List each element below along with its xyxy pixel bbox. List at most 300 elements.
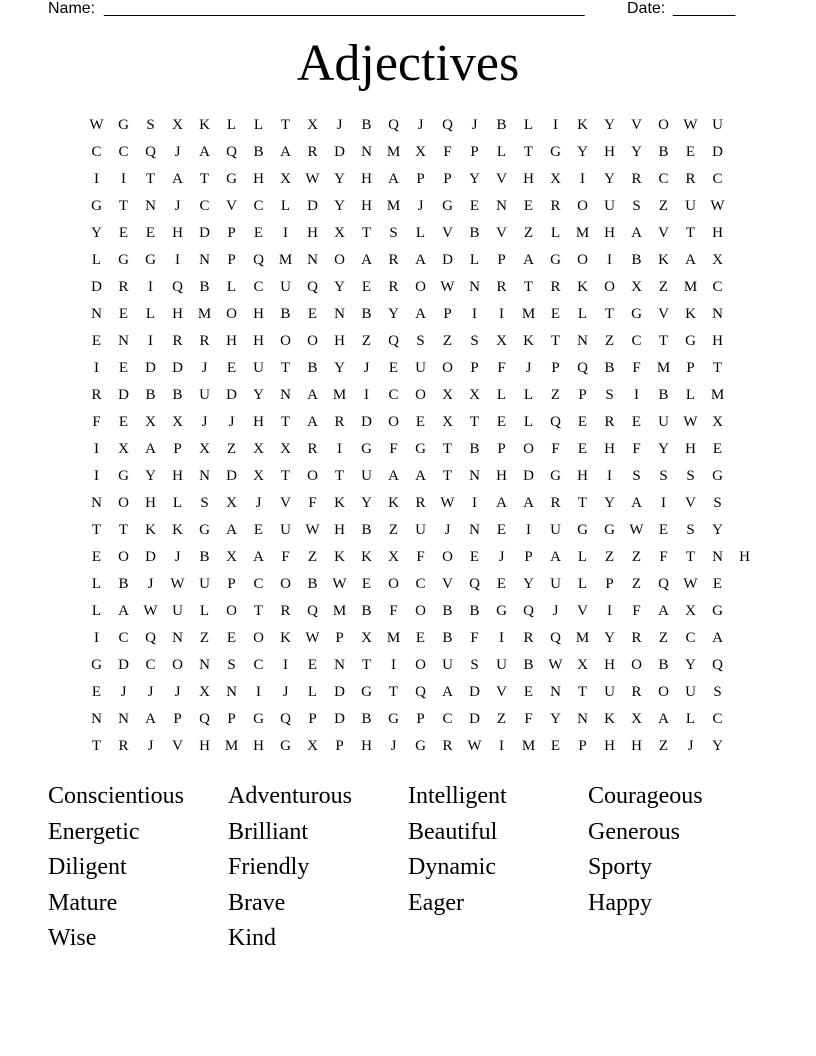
grid-letter: I [472, 306, 477, 322]
grid-letter: L [496, 144, 507, 160]
grid-letter: G [550, 252, 561, 268]
grid-letter: O [658, 117, 669, 133]
grid-row [83, 436, 733, 463]
grid-letter: W [305, 171, 320, 187]
grid-letter: O [415, 279, 426, 295]
grid-letter: E [469, 549, 480, 565]
grid-letter: X [334, 225, 345, 241]
grid-letter: A [145, 711, 156, 727]
grid-letter: W [440, 279, 455, 295]
grid-letter: Q [307, 603, 318, 619]
grid-letter: E [226, 360, 237, 376]
grid-letter: Q [307, 279, 318, 295]
grid-letter: N [361, 144, 372, 160]
grid-letter: Q [577, 360, 588, 376]
grid-letter: X [118, 441, 129, 457]
grid-letter: R [631, 630, 642, 646]
grid-letter: T [280, 414, 291, 430]
grid-letter: C [685, 630, 696, 646]
grid-letter: X [442, 387, 453, 403]
grid-letter: U [415, 522, 426, 538]
grid-row [83, 193, 733, 220]
grid-letter: X [280, 441, 291, 457]
grid-letter: N [712, 549, 723, 565]
grid-letter: J [174, 198, 181, 214]
grid-letter: I [499, 306, 504, 322]
grid-letter: Z [550, 387, 561, 403]
grid-letter: G [631, 306, 642, 322]
grid-letter: W [467, 738, 482, 754]
grid-letter: F [389, 441, 398, 457]
word-bank-item: Brilliant [228, 818, 308, 845]
grid-letter: N [199, 468, 210, 484]
grid-letter: P [551, 360, 560, 376]
grid-letter: Q [658, 576, 669, 592]
grid-letter: K [523, 333, 534, 349]
grid-letter: H [361, 738, 372, 754]
grid-letter: P [497, 252, 506, 268]
grid-letter: P [308, 711, 317, 727]
grid-letter: D [442, 252, 453, 268]
grid-letter: J [174, 549, 181, 565]
grid-letter: V [496, 171, 507, 187]
grid-letter: K [172, 522, 183, 538]
grid-letter: C [118, 144, 129, 160]
grid-letter: O [280, 333, 291, 349]
grid-letter: L [523, 387, 534, 403]
grid-row [83, 652, 733, 679]
grid-row [83, 382, 733, 409]
grid-letter: A [307, 387, 318, 403]
grid-letter: O [226, 603, 237, 619]
word-bank-item: Kind [228, 925, 276, 951]
grid-letter: U [658, 414, 669, 430]
grid-letter: G [685, 333, 696, 349]
grid-letter: F [92, 414, 101, 430]
word-bank-item: Sporty [588, 854, 653, 880]
grid-letter: C [415, 576, 426, 592]
grid-letter: F [497, 360, 506, 376]
grid-letter: S [389, 225, 398, 241]
word-bank-item: Generous [588, 818, 680, 845]
grid-letter: S [686, 468, 695, 484]
grid-letter: R [496, 279, 507, 295]
grid-letter: N [91, 711, 102, 727]
grid-letter: P [578, 387, 587, 403]
grid-letter: P [227, 225, 236, 241]
grid-letter: B [145, 387, 156, 403]
grid-letter: Y [550, 711, 561, 727]
grid-letter: E [712, 441, 723, 457]
grid-letter: G [199, 522, 210, 538]
grid-letter: Z [307, 549, 318, 565]
grid-letter: E [388, 360, 399, 376]
grid-letter: Y [712, 522, 723, 538]
grid-letter: J [336, 117, 343, 133]
grid-letter: O [577, 198, 588, 214]
grid-letter: H [172, 306, 183, 322]
grid-letter: K [145, 522, 156, 538]
word-bank-item: Eager [408, 889, 464, 916]
grid-letter: I [94, 630, 99, 646]
grid-letter: I [499, 738, 504, 754]
grid-letter: X [280, 171, 291, 187]
grid-letter: I [283, 225, 288, 241]
grid-letter: J [390, 738, 397, 754]
grid-letter: X [631, 279, 642, 295]
grid-letter: F [551, 441, 560, 457]
grid-letter: Z [388, 522, 399, 538]
grid-letter: T [577, 495, 588, 511]
grid-letter: X [145, 414, 156, 430]
grid-letter: C [199, 198, 210, 214]
grid-letter: P [227, 576, 236, 592]
grid-letter: T [388, 684, 399, 700]
grid-letter: R [280, 603, 291, 619]
grid-letter: S [686, 522, 695, 538]
grid-letter: P [335, 630, 344, 646]
grid-letter: G [550, 468, 561, 484]
grid-letter: B [604, 360, 615, 376]
grid-letter: V [658, 225, 669, 241]
grid-letter: O [577, 252, 588, 268]
grid-letter: N [334, 657, 345, 673]
grid-letter: E [658, 522, 669, 538]
grid-letter: I [256, 684, 261, 700]
grid-letter: I [94, 360, 99, 376]
grid-letter: E [118, 414, 129, 430]
date-blank-line: _______ [673, 0, 736, 17]
grid-letter: V [496, 225, 507, 241]
grid-letter: L [577, 549, 588, 565]
grid-letter: L [91, 252, 102, 268]
grid-letter: A [523, 252, 534, 268]
grid-letter: P [470, 144, 479, 160]
grid-letter: X [199, 684, 210, 700]
grid-letter: M [656, 360, 671, 376]
grid-letter: E [91, 684, 102, 700]
grid-letter: F [389, 603, 398, 619]
grid-letter: S [713, 495, 722, 511]
grid-letter: T [577, 684, 588, 700]
grid-letter: A [712, 630, 723, 646]
grid-letter: G [496, 603, 507, 619]
grid-letter: J [255, 495, 262, 511]
grid-letter: E [361, 279, 372, 295]
grid-letter: O [307, 333, 318, 349]
grid-letter: J [552, 603, 559, 619]
grid-letter: C [145, 657, 156, 673]
grid-letter: X [253, 468, 264, 484]
grid-letter: H [334, 522, 345, 538]
grid-letter: M [278, 252, 293, 268]
grid-letter: Y [334, 360, 345, 376]
grid-letter: N [226, 684, 237, 700]
grid-letter: H [145, 495, 156, 511]
grid-letter: N [118, 711, 129, 727]
grid-letter: P [416, 711, 425, 727]
grid-letter: H [172, 468, 183, 484]
grid-letter: E [550, 306, 561, 322]
grid-letter: U [361, 468, 372, 484]
grid-letter: L [307, 684, 318, 700]
grid-letter: C [253, 657, 264, 673]
grid-letter: U [172, 603, 183, 619]
grid-letter: D [361, 414, 372, 430]
grid-letter: N [172, 630, 183, 646]
grid-letter: N [334, 306, 345, 322]
grid-letter: V [280, 495, 291, 511]
grid-letter: M [386, 630, 401, 646]
grid-letter: P [686, 360, 695, 376]
grid-letter: V [496, 684, 507, 700]
grid-letter: S [713, 684, 722, 700]
grid-letter: B [199, 279, 210, 295]
grid-letter: N [145, 198, 156, 214]
grid-letter: F [470, 630, 479, 646]
grid-letter: Y [604, 630, 615, 646]
grid-letter: H [604, 144, 615, 160]
date-label: Date: [627, 0, 666, 17]
grid-letter: B [658, 657, 669, 673]
grid-letter: N [91, 495, 102, 511]
grid-letter: Y [334, 279, 345, 295]
grid-letter: Y [523, 576, 534, 592]
grid-letter: O [523, 441, 534, 457]
grid-letter: J [525, 360, 532, 376]
grid-letter: M [683, 279, 698, 295]
grid-letter: A [658, 603, 669, 619]
grid-letter: N [118, 333, 129, 349]
grid-letter: E [226, 630, 237, 646]
grid-letter: U [712, 117, 723, 133]
grid-letter: X [712, 414, 723, 430]
grid-letter: G [388, 711, 399, 727]
grid-letter: B [361, 117, 372, 133]
grid-letter: K [388, 495, 399, 511]
grid-letter: Q [253, 252, 264, 268]
grid-letter: U [253, 360, 264, 376]
grid-letter: O [388, 576, 399, 592]
word-bank-item: Wise [48, 925, 97, 951]
grid-letter: H [253, 306, 264, 322]
grid-letter: U [685, 684, 696, 700]
grid-letter: M [710, 387, 725, 403]
grid-letter: T [361, 225, 372, 241]
grid-letter: P [443, 306, 452, 322]
grid-letter: E [469, 198, 480, 214]
grid-letter: Q [280, 711, 291, 727]
grid-letter: B [658, 387, 669, 403]
grid-letter: O [253, 630, 264, 646]
grid-letter: H [361, 198, 372, 214]
grid-letter: B [631, 252, 642, 268]
grid-letter: F [632, 360, 641, 376]
grid-letter: I [553, 117, 558, 133]
grid-letter: C [631, 333, 642, 349]
grid-letter: P [227, 252, 236, 268]
grid-letter: U [550, 522, 561, 538]
grid-letter: O [334, 252, 345, 268]
grid-letter: T [685, 225, 696, 241]
grid-letter: Q [712, 657, 723, 673]
grid-letter: C [91, 144, 102, 160]
grid-letter: X [442, 414, 453, 430]
grid-letter: Z [496, 711, 507, 727]
grid-letter: S [632, 198, 641, 214]
grid-letter: A [199, 144, 210, 160]
grid-row [83, 463, 733, 490]
grid-letter: F [308, 495, 317, 511]
grid-letter: Q [415, 684, 426, 700]
grid-letter: Z [604, 549, 615, 565]
word-bank [48, 780, 768, 958]
grid-row [83, 733, 733, 760]
grid-letter: U [550, 576, 561, 592]
grid-letter: K [199, 117, 210, 133]
grid-letter: U [199, 387, 210, 403]
grid-letter: R [334, 414, 345, 430]
grid-letter: O [172, 657, 183, 673]
grid-letter: E [496, 414, 507, 430]
grid-letter: J [498, 549, 505, 565]
grid-letter: H [172, 225, 183, 241]
grid-letter: R [523, 630, 534, 646]
grid-letter: N [712, 306, 723, 322]
grid-letter: L [145, 306, 156, 322]
grid-letter: N [496, 198, 507, 214]
grid-letter: T [442, 441, 453, 457]
grid-letter: G [280, 738, 291, 754]
grid-letter: P [578, 738, 587, 754]
grid-row [83, 490, 733, 517]
grid-letter: G [91, 198, 102, 214]
grid-letter: M [386, 198, 401, 214]
grid-letter: D [199, 225, 210, 241]
grid-letter: S [632, 468, 641, 484]
grid-letter: N [577, 333, 588, 349]
grid-letter: C [442, 711, 453, 727]
grid-letter: N [91, 306, 102, 322]
grid-letter: H [226, 333, 237, 349]
grid-letter: L [685, 711, 696, 727]
grid-letter: I [175, 252, 180, 268]
grid-letter: L [226, 279, 237, 295]
grid-letter: M [521, 738, 536, 754]
grid-letter: F [416, 549, 425, 565]
grid-letter: Y [334, 198, 345, 214]
grid-letter: U [604, 198, 615, 214]
grid-letter: H [253, 333, 264, 349]
grid-letter: J [687, 738, 694, 754]
grid-row [83, 571, 733, 598]
grid-row [83, 544, 750, 571]
grid-letter: H [712, 225, 723, 241]
grid-letter: R [604, 414, 615, 430]
grid-letter: A [415, 468, 426, 484]
grid-letter: D [334, 711, 345, 727]
grid-letter: N [307, 252, 318, 268]
grid-letter: L [91, 576, 102, 592]
grid-letter: Y [604, 117, 615, 133]
grid-letter: Z [658, 630, 669, 646]
grid-letter: O [226, 306, 237, 322]
grid-letter: O [415, 387, 426, 403]
grid-letter: R [307, 441, 318, 457]
grid-letter: Y [91, 225, 102, 241]
grid-letter: Q [550, 414, 561, 430]
grid-letter: A [280, 144, 291, 160]
grid-letter: C [712, 171, 723, 187]
grid-letter: X [577, 657, 588, 673]
grid-letter: G [550, 144, 561, 160]
grid-letter: G [91, 657, 102, 673]
grid-letter: T [280, 117, 291, 133]
grid-letter: V [577, 603, 588, 619]
grid-letter: R [550, 279, 561, 295]
grid-letter: E [307, 306, 318, 322]
grid-letter: H [253, 738, 264, 754]
grid-letter: C [658, 171, 669, 187]
grid-letter: O [415, 657, 426, 673]
grid-letter: H [523, 171, 534, 187]
word-bank-item: Beautiful [408, 818, 498, 845]
grid-letter: D [118, 387, 129, 403]
grid-letter: J [282, 684, 289, 700]
grid-letter: W [683, 414, 698, 430]
grid-letter: H [739, 549, 750, 565]
grid-letter: B [469, 441, 480, 457]
grid-letter: Z [361, 333, 372, 349]
grid-letter: I [121, 171, 126, 187]
grid-letter: J [471, 117, 478, 133]
grid-letter: Y [145, 468, 156, 484]
grid-letter: M [386, 144, 401, 160]
grid-letter: J [363, 360, 370, 376]
grid-letter: M [575, 225, 590, 241]
grid-letter: H [685, 441, 696, 457]
grid-letter: C [253, 279, 264, 295]
grid-letter: T [550, 333, 561, 349]
grid-letter: A [523, 495, 534, 511]
grid-letter: B [361, 522, 372, 538]
grid-letter: C [712, 279, 723, 295]
grid-letter: A [631, 495, 642, 511]
grid-letter: R [685, 171, 696, 187]
grid-letter: M [224, 738, 239, 754]
grid-letter: L [496, 387, 507, 403]
grid-letter: M [332, 603, 347, 619]
grid-letter: W [440, 495, 455, 511]
grid-letter: K [334, 495, 345, 511]
grid-letter: O [658, 684, 669, 700]
grid-letter: T [523, 144, 534, 160]
grid-letter: Z [442, 333, 453, 349]
grid-letter: X [712, 252, 723, 268]
grid-letter: J [120, 684, 127, 700]
grid-letter: E [550, 738, 561, 754]
grid-letter: L [91, 603, 102, 619]
grid-letter: D [226, 387, 237, 403]
word-bank-item: Friendly [228, 854, 310, 880]
grid-letter: J [417, 117, 424, 133]
grid-letter: I [94, 171, 99, 187]
grid-letter: T [118, 522, 129, 538]
grid-letter: L [577, 306, 588, 322]
grid-letter: J [201, 414, 208, 430]
grid-letter: Z [604, 333, 615, 349]
grid-letter: D [334, 684, 345, 700]
